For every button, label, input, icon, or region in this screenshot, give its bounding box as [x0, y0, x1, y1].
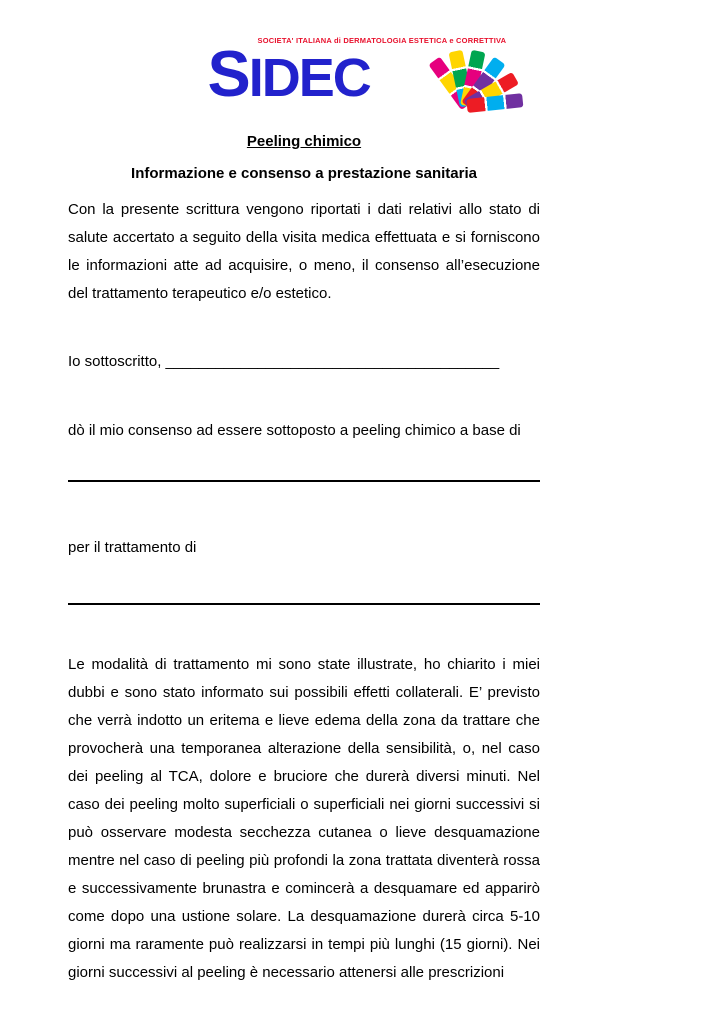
- treatment-label: per il trattamento di: [68, 539, 197, 556]
- logo-tagline: SOCIETA' ITALIANA di DERMATOLOGIA ESTETICA e CORRETTIVA: [257, 36, 507, 45]
- consent-statement: dò il mio consenso ad essere sottoposto a peeling chimico a base di: [68, 422, 521, 439]
- logo-brand-text: SIDEC: [207, 37, 370, 110]
- treatment-fill-line: [68, 603, 540, 605]
- peeling-base-fill-line: [68, 480, 540, 482]
- risks-paragraph: Le modalità di trattamento mi sono state illustrate, ho chiarito i miei dubbi e sono stato informato sui possibili effetti collaterali. E’ previsto che verrà indotto un eritema e lieve edema della zona da trattare che provocherà una temporanea alterazione della sensibilità, o, nel caso dei peeling al TCA, dolore e bruciore che durerà diversi minuti. Nel caso dei peeling molto superficiali o superficiali nei giorni successivi si può osservare modesta secchezza cutanea o lieve desquamazione mentre nel caso di peeling più profondi la zona trattata diventerà rossa e successivamente brunastra e comincerà a desquamare ed apparirò come dopo una ustione solare. La desquamazione durerà circa 5-10 giorni ma raramente può realizzarsi in tempi più lunghi (15 giorni). Nei giorni successivi al peeling è necessario attenersi alle prescrizioni: [68, 656, 540, 981]
- document-title: Peeling chimico: [246, 133, 362, 150]
- document-subtitle: Informazione e consenso a prestazione sanitaria: [131, 165, 477, 182]
- intro-paragraph: Con la presente scrittura vengono riportati i dati relativi allo stato di salute accertato a seguito della visita medica effettuata e si forniscono le informazioni atte ad acquisire, o meno, il consenso all’esecuzione del trattamento terapeutico e/o estetico.: [68, 201, 540, 302]
- sidec-logo: [208, 34, 518, 112]
- declarant-line: Io sottoscritto, ________________________________________: [68, 353, 500, 370]
